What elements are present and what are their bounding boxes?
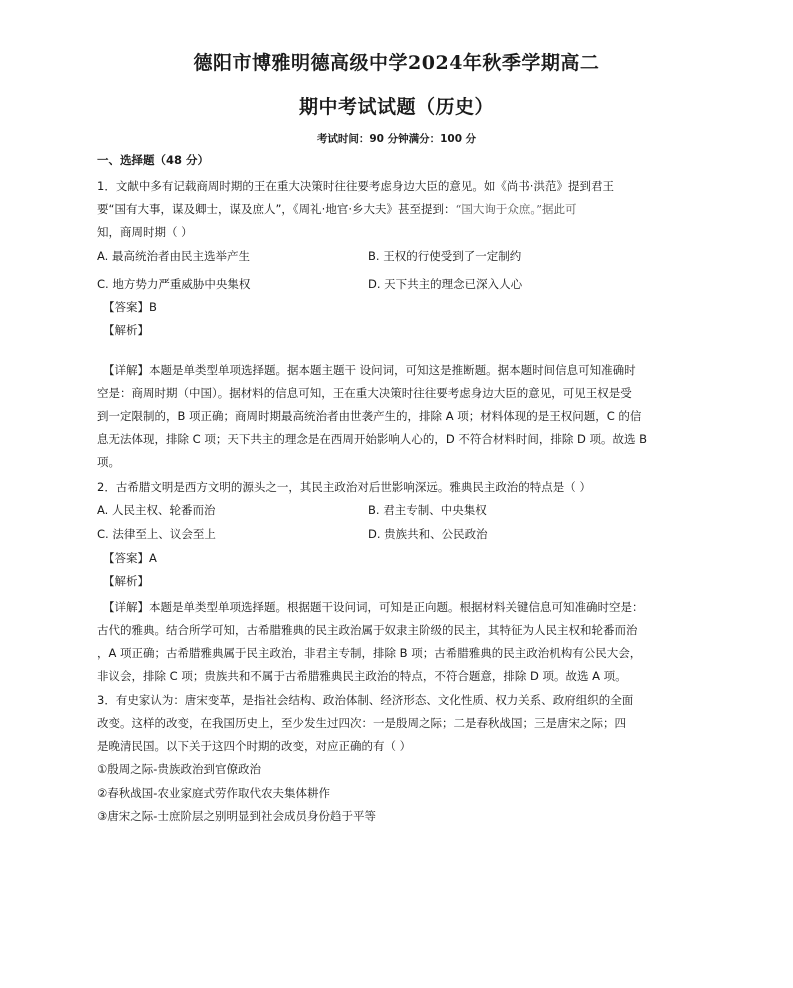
q1-detail-line2: 空是：商周时期（中国）。据材料的信息可知，王在重大决策时往往要考虑身边大臣的意见，可见王权是受 <box>97 386 632 400</box>
q1-stem-line2-quote: “国大询于众庶。”据此可 <box>455 202 577 216</box>
q2-detail-line2: 古代的雅典。结合所学可知，古希腊雅典的民主政治属于奴隶主阶级的民主，其特征为人民主权和轮番而治 <box>97 623 638 637</box>
q2-stem-line1: 2．古希腊文明是西方文明的源头之一，其民主政治对后世影响深远。雅典民主政治的特点是（ ） <box>97 480 591 494</box>
q1-stem-line2 <box>97 201 577 217</box>
q2-option-d: D. 贵族共和、公民政治 <box>368 527 488 541</box>
q2-option-c: C. 法律至上、议会至上 <box>97 527 216 541</box>
q1-option-a: A. 最高统治者由民主选举产生 <box>97 249 250 263</box>
q1-option-c: C. 地方势力严重威胁中央集权 <box>97 277 251 291</box>
exam-title-line1: 德阳市博雅明德高级中学2024年秋季学期高二 <box>193 52 600 74</box>
q3-stem-line2: 改变。这样的改变，在我国历史上，至少发生过四次：一是殷周之际；二是春秋战国；三是唐宋之际；四 <box>97 716 626 730</box>
q1-detail-line3: 到一定限制的，B 项正确；商周时期最高统治者由世袭产生的，排除 A 项；材料体现的是王权问题，C 的信 <box>97 409 642 423</box>
q3-stem-line1: 3．有史家认为：唐宋变革，是指社会结构、政治体制、经济形态、文化性质、权力关系、政府组织的全面 <box>97 693 634 707</box>
q1-option-b: B. 王权的行使受到了一定制约 <box>368 249 522 263</box>
q3-stem-line3: 是晚清民国。以下关于这四个时期的改变，对应正确的有（ ） <box>97 739 412 753</box>
q1-stem-line2-a: 要“国有大事，谋及卿士，谋及庶人”，《周礼·地官·乡大夫》甚至提到： <box>97 202 456 216</box>
q1-detail-line1: 【详解】本题是单类型单项选择题。据本题主题干 设问词，可知这是推断题。据本题时间信息可知准确时 <box>103 363 636 377</box>
q3-item-2: ②春秋战国-农业家庭式劳作取代农夫集体耕作 <box>97 786 330 800</box>
q2-detail-line1: 【详解】本题是单类型单项选择题。根据题干设问词，可知是正向题。根据材料关键信息可知准确时空是： <box>103 600 644 614</box>
q1-detail-line5: 项。 <box>97 455 120 469</box>
q2-detail-line3: ，A 项正确；古希腊雅典属于民主政治，非君主专制，排除 B 项；古希腊雅典的民主政治机构有公民大会， <box>97 646 642 660</box>
q1-stem-line3: 知，商周时期（ ） <box>97 225 193 239</box>
q2-option-a: A. 人民主权、轮番而治 <box>97 503 216 517</box>
section-heading: 一、选择题（48 分） <box>97 153 210 167</box>
q1-option-d: D. 天下共主的理念已深入人心 <box>368 277 523 291</box>
q1-stem-line1: 1．文献中多有记载商周时期的王在重大决策时往往要考虑身边大臣的意见。如《尚书·洪范》提到君王 <box>97 179 614 193</box>
exam-title-line2: 期中考试试题（历史） <box>298 96 494 118</box>
q1-detail-line4: 息无法体现，排除 C 项；天下共主的理念是在西周开始影响人心的，D 不符合材料时间，排除 D 项。故选 B <box>97 432 648 446</box>
q2-option-b: B. 君主专制、中央集权 <box>368 503 487 517</box>
exam-info: 考试时间：90 分钟满分：100 分 <box>316 133 477 145</box>
q2-detail-line4: 非议会，排除 C 项；贵族共和不属于古希腊雅典民主政治的特点，不符合题意，排除 D 项。故选 A 项。 <box>97 669 627 683</box>
q3-item-1: ①殷周之际-贵族政治到官僚政治 <box>97 762 261 776</box>
q3-item-3: ③唐宋之际-士庶阶层之别明显到社会成员身份趋于平等 <box>97 809 376 823</box>
q2-answer: 【答案】A <box>103 551 157 565</box>
q2-analysis-label: 【解析】 <box>103 574 149 588</box>
q1-analysis-label: 【解析】 <box>103 323 149 337</box>
q1-answer: 【答案】B <box>103 300 157 314</box>
